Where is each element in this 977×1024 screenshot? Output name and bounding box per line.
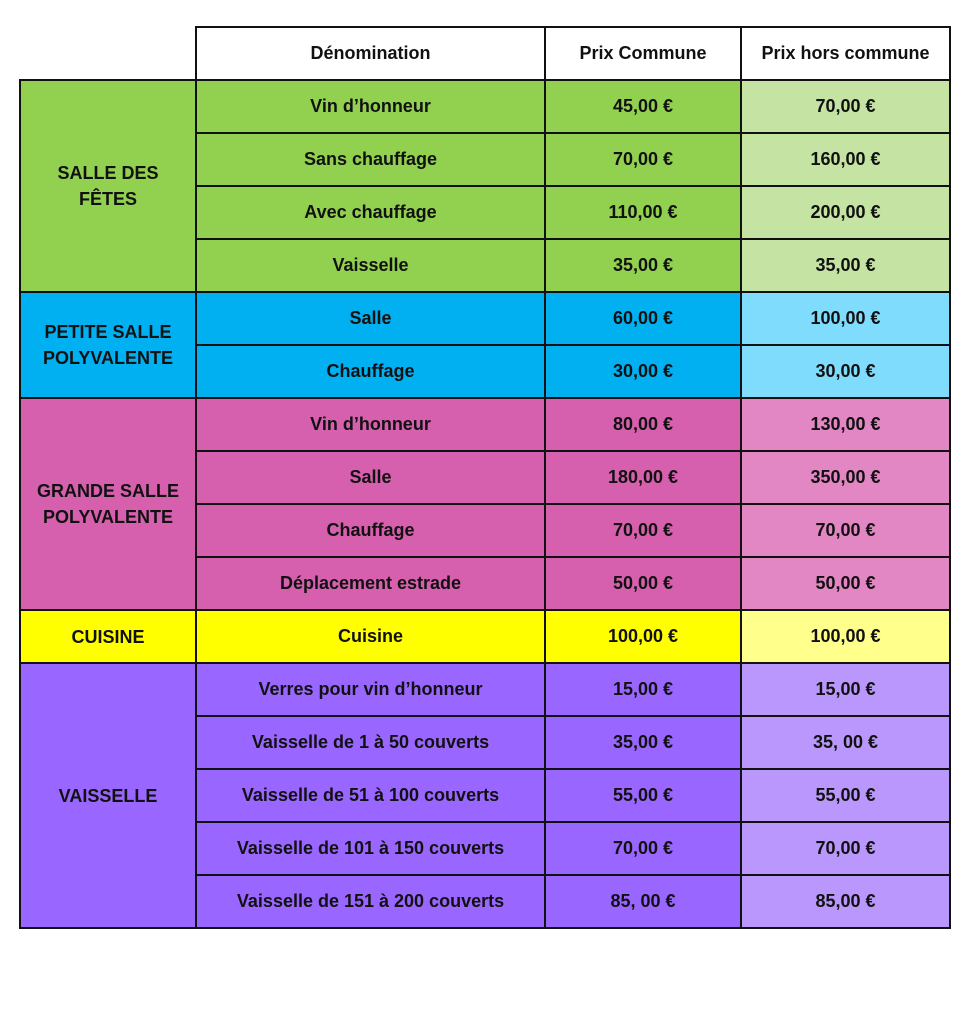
table-row bbox=[20, 610, 950, 663]
prix-commune-cell: 30,00 € bbox=[545, 345, 741, 398]
header-row bbox=[20, 27, 950, 80]
prix-commune-cell: 50,00 € bbox=[545, 557, 741, 610]
denomination-cell: Vaisselle de 101 à 150 couverts bbox=[196, 822, 545, 875]
denomination-cell: Vaisselle bbox=[196, 239, 545, 292]
denomination-cell: Avec chauffage bbox=[196, 186, 545, 239]
tarifs-table bbox=[19, 26, 951, 929]
prix-commune-cell: 35,00 € bbox=[545, 239, 741, 292]
prix-hors-commune-cell: 70,00 € bbox=[741, 80, 950, 133]
prix-commune-cell: 35,00 € bbox=[545, 716, 741, 769]
prix-hors-commune-cell: 130,00 € bbox=[741, 398, 950, 451]
section-name-cell: CUISINE bbox=[20, 610, 196, 663]
prix-commune-cell: 45,00 € bbox=[545, 80, 741, 133]
denomination-cell: Vaisselle de 151 à 200 couverts bbox=[196, 875, 545, 928]
prix-commune-cell: 100,00 € bbox=[545, 610, 741, 663]
prix-commune-cell: 55,00 € bbox=[545, 769, 741, 822]
prix-commune-cell: 110,00 € bbox=[545, 186, 741, 239]
prix-commune-cell: 70,00 € bbox=[545, 822, 741, 875]
prix-hors-commune-cell: 200,00 € bbox=[741, 186, 950, 239]
denomination-cell: Vaisselle de 1 à 50 couverts bbox=[196, 716, 545, 769]
section-name-cell: GRANDE SALLE POLYVALENTE bbox=[20, 398, 196, 610]
prix-commune-cell: 70,00 € bbox=[545, 504, 741, 557]
prix-hors-commune-cell: 55,00 € bbox=[741, 769, 950, 822]
prix-hors-commune-cell: 15,00 € bbox=[741, 663, 950, 716]
header-blank-cell bbox=[20, 27, 196, 80]
prix-commune-cell: 80,00 € bbox=[545, 398, 741, 451]
denomination-cell: Sans chauffage bbox=[196, 133, 545, 186]
prix-hors-commune-cell: 100,00 € bbox=[741, 292, 950, 345]
table-row bbox=[20, 80, 950, 133]
prix-hors-commune-cell: 350,00 € bbox=[741, 451, 950, 504]
prix-commune-cell: 15,00 € bbox=[545, 663, 741, 716]
table-row bbox=[20, 398, 950, 451]
prix-hors-commune-cell: 160,00 € bbox=[741, 133, 950, 186]
header-prix-commune: Prix Commune bbox=[545, 27, 741, 80]
denomination-cell: Vin d’honneur bbox=[196, 80, 545, 133]
section-name-cell: PETITE SALLE POLYVALENTE bbox=[20, 292, 196, 398]
section-name-cell: SALLE DES FÊTES bbox=[20, 80, 196, 292]
prix-commune-cell: 60,00 € bbox=[545, 292, 741, 345]
denomination-cell: Chauffage bbox=[196, 504, 545, 557]
prix-hors-commune-cell: 35,00 € bbox=[741, 239, 950, 292]
denomination-cell: Chauffage bbox=[196, 345, 545, 398]
denomination-cell: Vin d’honneur bbox=[196, 398, 545, 451]
denomination-cell: Verres pour vin d’honneur bbox=[196, 663, 545, 716]
table-body bbox=[20, 80, 950, 928]
table-row bbox=[20, 292, 950, 345]
prix-commune-cell: 70,00 € bbox=[545, 133, 741, 186]
section-name-cell: VAISSELLE bbox=[20, 663, 196, 928]
denomination-cell: Salle bbox=[196, 451, 545, 504]
header-prix-hors-commune: Prix hors commune bbox=[741, 27, 950, 80]
denomination-cell: Vaisselle de 51 à 100 couverts bbox=[196, 769, 545, 822]
prix-commune-cell: 85, 00 € bbox=[545, 875, 741, 928]
prix-commune-cell: 180,00 € bbox=[545, 451, 741, 504]
prix-hors-commune-cell: 100,00 € bbox=[741, 610, 950, 663]
prix-hors-commune-cell: 85,00 € bbox=[741, 875, 950, 928]
denomination-cell: Cuisine bbox=[196, 610, 545, 663]
denomination-cell: Déplacement estrade bbox=[196, 557, 545, 610]
prix-hors-commune-cell: 50,00 € bbox=[741, 557, 950, 610]
header-denomination: Dénomination bbox=[196, 27, 545, 80]
prix-hors-commune-cell: 70,00 € bbox=[741, 822, 950, 875]
prix-hors-commune-cell: 35, 00 € bbox=[741, 716, 950, 769]
prix-hors-commune-cell: 30,00 € bbox=[741, 345, 950, 398]
prix-hors-commune-cell: 70,00 € bbox=[741, 504, 950, 557]
table-row bbox=[20, 663, 950, 716]
denomination-cell: Salle bbox=[196, 292, 545, 345]
